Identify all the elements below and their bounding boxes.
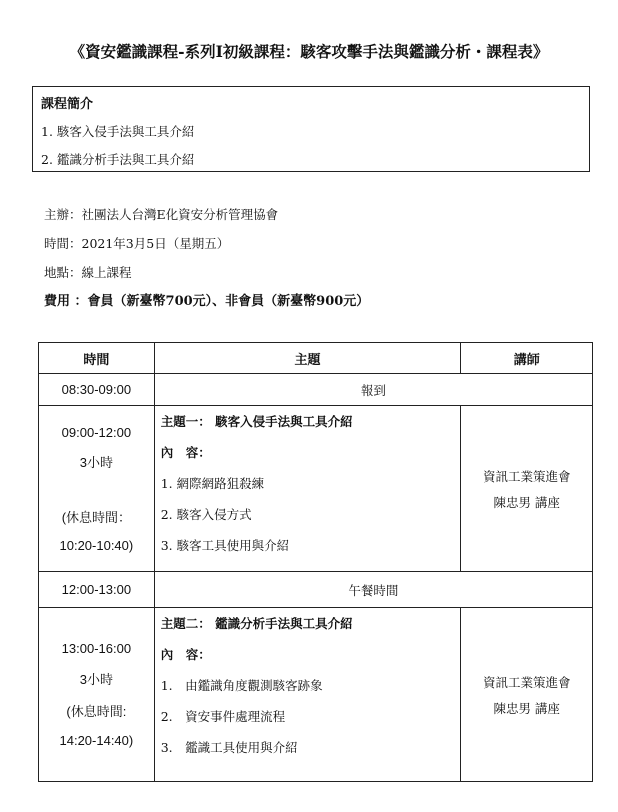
break-time: 10:20-10:40) bbox=[59, 537, 134, 553]
fee-line: 費用 ：會員（新臺幣700元）、非會員（新臺幣900元） bbox=[44, 294, 370, 309]
content-label: 內 容： bbox=[160, 445, 211, 460]
row-time: 12:00-13:00 bbox=[39, 572, 155, 608]
intro-heading: 課程簡介 bbox=[41, 97, 94, 112]
row-time bbox=[39, 608, 155, 782]
table-header-row bbox=[39, 343, 593, 374]
intro-item-1: 1. 駭客入侵手法與工具介紹 bbox=[41, 124, 195, 139]
break-time: 14:20-14:40) bbox=[59, 733, 134, 748]
row-time: 08:30-09:00 bbox=[39, 374, 155, 406]
topic-title: 主題一： 駭客入侵手法與工具介紹 bbox=[160, 414, 353, 429]
row-topic bbox=[154, 608, 461, 782]
row-topic: 午餐時間 bbox=[154, 572, 592, 608]
row-time bbox=[39, 406, 155, 572]
time-range: 09:00-12:00 bbox=[61, 424, 132, 440]
instructor-name: 陳忠男 講座 bbox=[493, 494, 560, 510]
list-item: 1. 網際網路狙殺練 bbox=[160, 476, 265, 491]
table-row bbox=[39, 406, 593, 572]
row-topic: 報到 bbox=[154, 374, 592, 406]
time-range: 13:00-16:00 bbox=[61, 641, 132, 656]
course-intro-box bbox=[32, 86, 590, 172]
list-item: 3. 鑑識工具使用與介紹 bbox=[160, 740, 298, 755]
list-item: 2. 資安事件處理流程 bbox=[160, 709, 286, 724]
header-time: 時間 bbox=[39, 343, 155, 374]
list-item: 3. 駭客工具使用與介紹 bbox=[160, 538, 290, 553]
instructor-org: 資訊工業策進會 bbox=[482, 468, 571, 484]
table-row bbox=[39, 374, 593, 406]
organizer-line: 主辦：社團法人台灣E化資安分析管理協會 bbox=[44, 207, 279, 222]
header-instructor: 講師 bbox=[461, 343, 593, 374]
duration: 3小時 bbox=[79, 672, 113, 687]
row-instructor bbox=[461, 608, 593, 782]
header-topic: 主題 bbox=[154, 343, 461, 374]
break-label: (休息時間: bbox=[66, 704, 127, 719]
list-item: 2. 駭客入侵方式 bbox=[160, 507, 252, 522]
content-label: 內 容： bbox=[160, 647, 211, 662]
list-item: 1. 由鑑識角度觀測駭客跡象 bbox=[160, 678, 323, 693]
time-line: 時間：2021年3月5日（星期五） bbox=[44, 236, 230, 251]
instructor-name: 陳忠男 講座 bbox=[493, 700, 560, 716]
row-topic bbox=[154, 406, 461, 572]
document-title: 《資安鑑識課程-系列Ⅰ初級課程：駭客攻擊手法與鑑識分析・課程表》 bbox=[69, 42, 549, 61]
schedule-table bbox=[38, 342, 593, 782]
instructor-org: 資訊工業策進會 bbox=[482, 674, 571, 690]
topic-title: 主題二： 鑑識分析手法與工具介紹 bbox=[160, 616, 353, 631]
duration: 3小時 bbox=[79, 454, 113, 470]
row-instructor bbox=[461, 406, 593, 572]
table-row bbox=[39, 572, 593, 608]
intro-item-2: 2. 鑑識分析手法與工具介紹 bbox=[41, 152, 195, 167]
table-row bbox=[39, 608, 593, 782]
break-label: (休息時間： bbox=[61, 509, 132, 525]
location-line: 地點：線上課程 bbox=[44, 265, 132, 280]
